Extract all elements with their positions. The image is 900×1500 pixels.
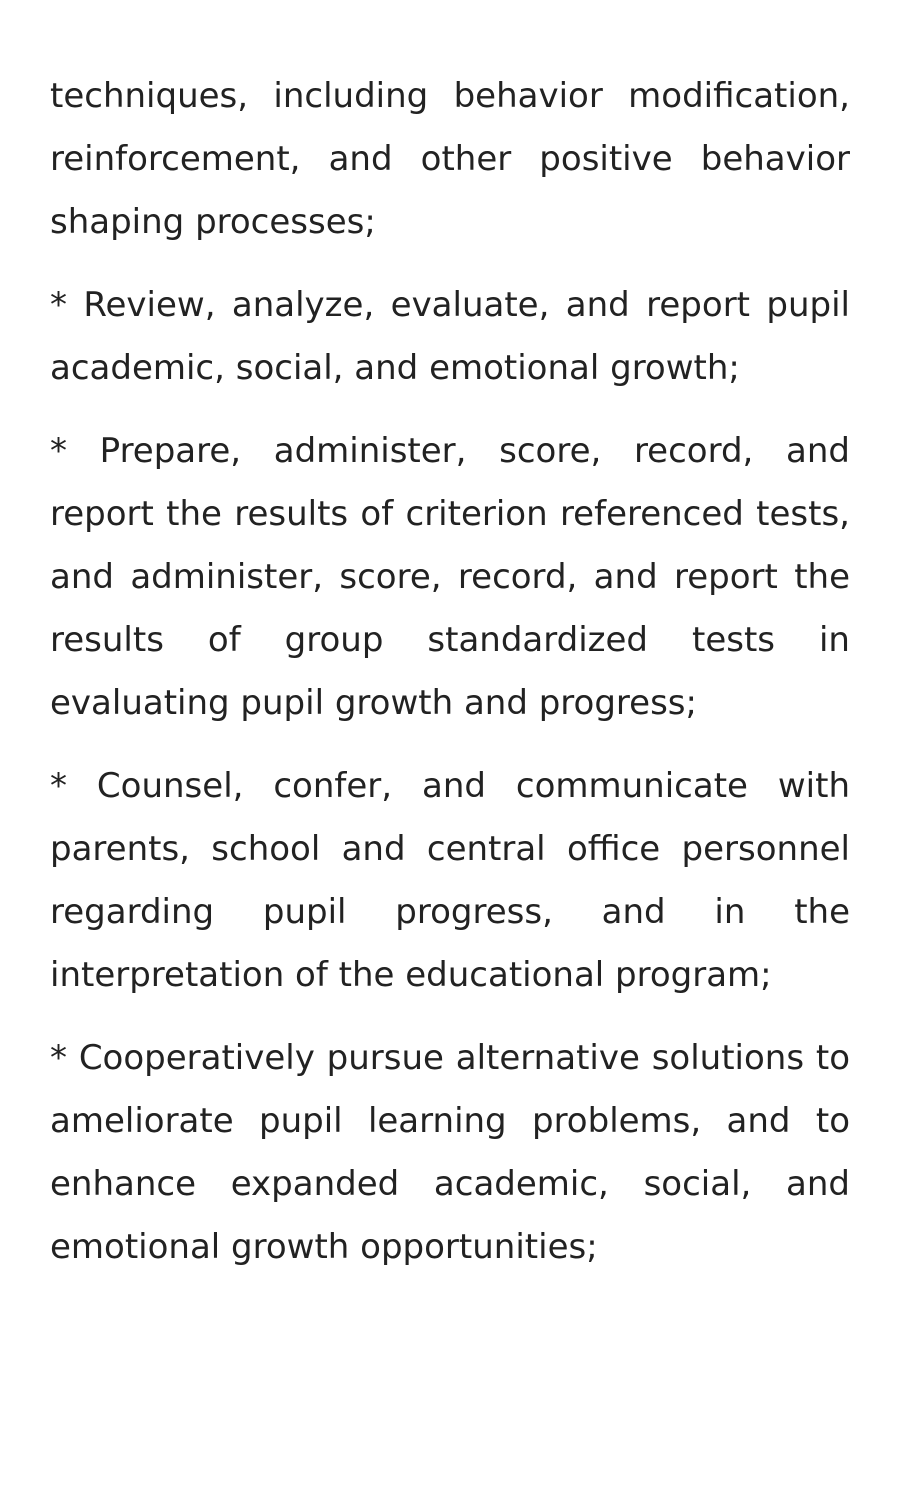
bullet-paragraph-prepare: * Prepare, administer, score, record, and report the results of criterion referenced tests, and administer, score, record, and report the results of group standardized tests in evaluating pupil growth and progress; [50, 431, 850, 723]
bullet-paragraph-review: * Review, analyze, evaluate, and report pupil academic, social, and emotional growth; [50, 285, 850, 388]
bullet-paragraph-cooperatively: * Cooperatively pursue alternative solutions to ameliorate pupil learning problems, and to enhance expanded academic, social, and emotional growth opportunities; [50, 1038, 850, 1267]
bullet-paragraph-counsel: * Counsel, confer, and communicate with parents, school and central office personnel regarding pupil progress, and in the interpretation of the educational program; [50, 766, 850, 995]
paragraph-continuation: techniques, including behavior modification, reinforcement, and other positive behavior shaping processes; [50, 76, 850, 242]
